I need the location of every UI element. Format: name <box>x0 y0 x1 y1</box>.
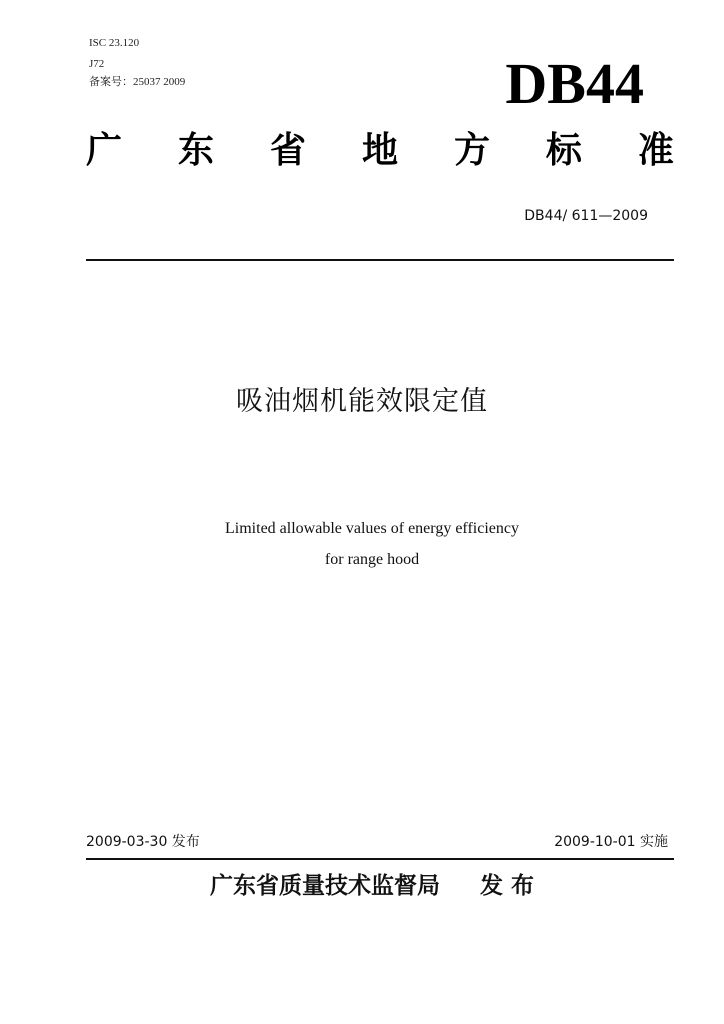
issuer-name: 广东省质量技术监督局 <box>209 873 440 899</box>
chinese-title: 吸油烟机能效限定值 <box>236 386 488 417</box>
standard-type-title <box>86 128 674 174</box>
english-title-line-2: for range hood <box>324 551 420 568</box>
standard-type-char: 地 <box>361 130 398 171</box>
english-title-line-1: Limited allowable values of energy efficiency <box>225 520 519 537</box>
standard-type-char: 标 <box>545 130 582 171</box>
ccs-number: J72 <box>89 58 105 70</box>
footer-divider <box>86 858 674 860</box>
standard-type-char: 广 <box>86 130 123 171</box>
standard-type-char: 省 <box>269 130 306 171</box>
header-divider <box>86 259 674 261</box>
implement-date: 2009-10-01 实施 <box>554 834 668 850</box>
standard-type-char: 方 <box>453 130 490 171</box>
issuing-authority <box>0 870 724 902</box>
record-number: 备案号：25037 2009 <box>89 76 186 88</box>
standard-type-char: 准 <box>637 130 674 171</box>
ics-number: ISC 23.120 <box>89 37 140 49</box>
publish-date: 2009-03-30 发布 <box>86 834 200 850</box>
issue-word: 发 布 <box>479 873 534 899</box>
standard-type-char: 东 <box>177 130 214 171</box>
standard-code: DB44/ 611—2009 <box>524 208 648 224</box>
standard-logo: DB44 <box>505 51 644 116</box>
